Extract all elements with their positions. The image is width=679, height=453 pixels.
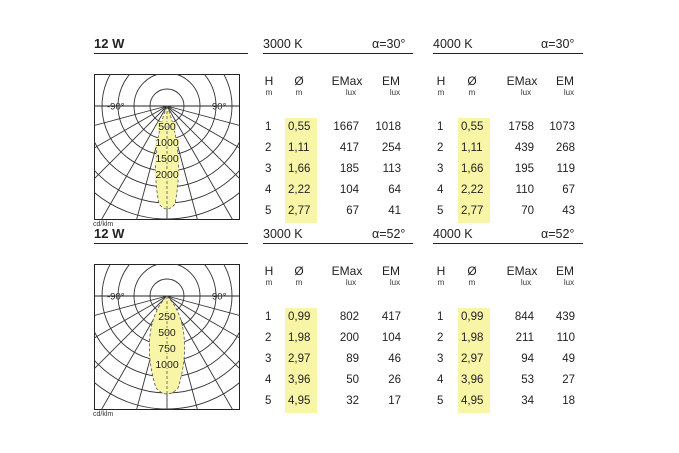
angle-left-label: -90°: [107, 291, 125, 303]
table-cell-h: 5: [437, 205, 444, 217]
column-unit-emax: lux: [520, 278, 532, 287]
column-header-d: Ø: [467, 74, 477, 88]
table-cell-h: 3: [437, 353, 444, 365]
cct-a-label: 3000 K: [263, 37, 303, 51]
table-cell-emax: 844: [514, 311, 534, 323]
table-cell-emax: 211: [515, 332, 534, 344]
table-cell-em: 18: [562, 395, 575, 407]
table-cell-emax: 417: [339, 142, 359, 154]
table-cell-emax: 89: [346, 353, 359, 365]
column-unit-emax: lux: [520, 88, 532, 97]
column-header-em: EM: [382, 264, 400, 278]
column-unit-em: lux: [563, 88, 575, 97]
table-cell-diameter: 4,95: [288, 395, 311, 407]
header-rule-left: [94, 53, 248, 54]
header-rule-b: [433, 243, 583, 244]
table-cell-em: 104: [381, 332, 401, 344]
table-cell-diameter: 1,66: [288, 163, 311, 175]
ring-value-label: 500: [158, 327, 176, 339]
column-header-emax: EMax: [506, 264, 538, 278]
table-cell-emax: 53: [521, 374, 534, 386]
column-unit-d: m: [468, 88, 476, 97]
ring-value-label: 250: [158, 311, 176, 323]
angle-right-label: 90°: [212, 291, 227, 303]
header-rule-b: [433, 53, 583, 54]
table-cell-h: 5: [265, 395, 272, 407]
table-cell-h: 3: [265, 163, 272, 175]
table-cell-em: 110: [556, 332, 575, 344]
table-cell-h: 4: [265, 374, 272, 386]
cct-b-label: 4000 K: [433, 37, 473, 51]
table-cell-em: 46: [388, 353, 401, 365]
column-header-emax: EMax: [331, 264, 363, 278]
table-cell-h: 2: [437, 332, 444, 344]
column-header-em: EM: [556, 264, 574, 278]
table-cell-h: 4: [437, 184, 444, 196]
table-cell-em: 41: [388, 205, 401, 217]
table-cell-emax: 200: [339, 332, 359, 344]
table-cell-diameter: 2,22: [461, 184, 484, 196]
alpha-b-label: α=30°: [541, 37, 575, 51]
table-cell-emax: 50: [346, 374, 359, 386]
ring-value-label: 1500: [155, 153, 179, 165]
angle-left-label: -90°: [107, 101, 125, 113]
table-cell-diameter: 1,98: [288, 332, 311, 344]
table-cell-h: 1: [265, 121, 272, 133]
table-cell-em: 1073: [549, 121, 575, 133]
table-cell-emax: 1758: [508, 121, 534, 133]
polar-diagram: [94, 264, 240, 410]
alpha-a-label: α=52°: [372, 227, 406, 241]
table-cell-diameter: 4,95: [461, 395, 484, 407]
column-header-em: EM: [556, 74, 574, 88]
ring-value-label: 2000: [155, 169, 179, 181]
cct-a-label: 3000 K: [263, 227, 303, 241]
table-cell-h: 1: [265, 311, 272, 323]
column-header-h: H: [264, 264, 274, 278]
table-cell-em: 254: [381, 142, 401, 154]
column-header-h: H: [436, 264, 446, 278]
ring-value-label: 1000: [155, 137, 179, 149]
table-cell-diameter: 2,77: [461, 205, 484, 217]
column-unit-em: lux: [389, 88, 401, 97]
table-cell-h: 2: [265, 142, 272, 154]
table-cell-h: 5: [437, 395, 444, 407]
table-cell-em: 17: [388, 395, 401, 407]
table-cell-emax: 32: [346, 395, 359, 407]
table-cell-h: 2: [265, 332, 272, 344]
ring-value-label: 500: [158, 121, 176, 133]
table-cell-h: 1: [437, 311, 444, 323]
table-cell-em: 268: [555, 142, 575, 154]
table-cell-diameter: 0,55: [461, 121, 484, 133]
table-cell-emax: 1667: [333, 121, 359, 133]
table-cell-h: 4: [437, 374, 444, 386]
column-unit-emax: lux: [345, 278, 357, 287]
table-cell-diameter: 3,96: [461, 374, 484, 386]
table-cell-em: 67: [562, 184, 575, 196]
table-cell-diameter: 1,11: [288, 142, 310, 154]
table-cell-h: 5: [265, 205, 272, 217]
table-cell-h: 1: [437, 121, 444, 133]
table-cell-diameter: 1,98: [461, 332, 484, 344]
header-rule-a: [263, 243, 413, 244]
polar-diagram: [94, 74, 240, 220]
column-header-d: Ø: [294, 264, 304, 278]
column-unit-em: lux: [389, 278, 401, 287]
unit-cd-klm: cd/klm: [93, 411, 114, 418]
table-cell-diameter: 0,99: [461, 311, 484, 323]
table-cell-em: 64: [388, 184, 401, 196]
table-cell-h: 4: [265, 184, 272, 196]
column-unit-emax: lux: [345, 88, 357, 97]
column-unit-d: m: [295, 88, 303, 97]
column-unit-h: m: [265, 88, 273, 97]
table-cell-h: 3: [437, 163, 444, 175]
ring-value-label: 1000: [155, 359, 179, 371]
table-cell-em: 439: [555, 311, 575, 323]
column-header-d: Ø: [294, 74, 304, 88]
header-rule-left: [94, 243, 248, 244]
table-cell-diameter: 2,97: [288, 353, 311, 365]
table-cell-emax: 104: [339, 184, 359, 196]
table-cell-diameter: 2,77: [288, 205, 311, 217]
column-unit-h: m: [437, 278, 445, 287]
cct-b-label: 4000 K: [433, 227, 473, 241]
section-watt: 12 W: [94, 36, 125, 51]
table-cell-diameter: 3,96: [288, 374, 311, 386]
table-cell-emax: 802: [339, 311, 359, 323]
table-cell-diameter: 1,11: [461, 142, 483, 154]
column-unit-d: m: [295, 278, 303, 287]
table-cell-h: 2: [437, 142, 444, 154]
table-cell-em: 26: [388, 374, 401, 386]
table-cell-emax: 70: [521, 205, 534, 217]
table-cell-h: 3: [265, 353, 272, 365]
table-cell-em: 113: [382, 163, 401, 175]
column-header-em: EM: [382, 74, 400, 88]
table-cell-emax: 185: [339, 163, 359, 175]
column-header-emax: EMax: [506, 74, 538, 88]
alpha-a-label: α=30°: [372, 37, 406, 51]
table-cell-emax: 195: [514, 163, 534, 175]
table-cell-diameter: 2,97: [461, 353, 484, 365]
header-rule-a: [263, 53, 413, 54]
unit-cd-klm: cd/klm: [93, 221, 114, 228]
column-unit-em: lux: [563, 278, 575, 287]
table-cell-emax: 94: [521, 353, 534, 365]
table-cell-diameter: 0,99: [288, 311, 311, 323]
table-cell-em: 43: [562, 205, 575, 217]
column-header-d: Ø: [467, 264, 477, 278]
table-cell-emax: 34: [521, 395, 534, 407]
column-header-h: H: [436, 74, 446, 88]
table-cell-em: 1018: [375, 121, 401, 133]
table-cell-emax: 439: [514, 142, 534, 154]
section-watt: 12 W: [94, 226, 125, 241]
table-cell-em: 417: [381, 311, 401, 323]
column-unit-h: m: [265, 278, 273, 287]
alpha-b-label: α=52°: [541, 227, 575, 241]
table-cell-diameter: 0,55: [288, 121, 311, 133]
column-header-h: H: [264, 74, 274, 88]
column-header-emax: EMax: [331, 74, 363, 88]
table-cell-diameter: 2,22: [288, 184, 311, 196]
table-cell-em: 27: [562, 374, 575, 386]
column-unit-h: m: [437, 88, 445, 97]
ring-value-label: 750: [158, 343, 176, 355]
table-cell-em: 49: [562, 353, 575, 365]
angle-right-label: 90°: [212, 101, 227, 113]
table-cell-diameter: 1,66: [461, 163, 484, 175]
column-unit-d: m: [468, 278, 476, 287]
table-cell-emax: 67: [346, 205, 359, 217]
table-cell-em: 119: [556, 163, 575, 175]
table-cell-emax: 110: [515, 184, 534, 196]
